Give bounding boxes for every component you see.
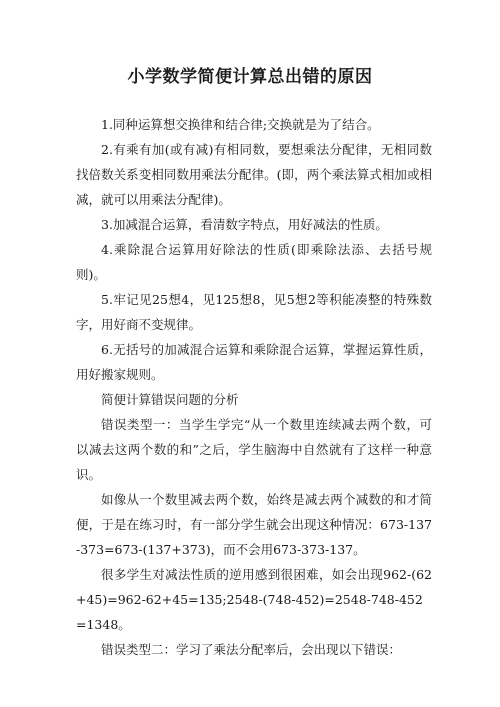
section-heading: 简便计算错误问题的分析 bbox=[101, 392, 239, 407]
paragraph-rule-1: 1.同种运算想交换律和结合律;交换就是为了结合。 bbox=[101, 117, 380, 132]
paragraph-rule-6: 6.无括号的加减混合运算和乘除混合运算，掌握运算性质，用好搬家规则。 bbox=[76, 342, 432, 382]
paragraph-error-type-1: 错误类型一：当学生学完“从一个数里连续减去两个数，可以减去这两个数的和”之后，学生脑海中自然就有了这样一种意识。 bbox=[76, 417, 432, 482]
paragraph-error-type-2: 错误类型二：学习了乘法分配率后，会出现以下错误： bbox=[101, 642, 402, 657]
paragraph-example-2: 很多学生对减法性质的逆用感到很困难，如会出现962-(62+45)=962-62+45=135;2548-(748-452)=2548-748-452=1348。 bbox=[76, 567, 432, 632]
paragraph-example-1: 如像从一个数里减去两个数，始终是减去两个减数的和才简便，于是在练习时，有一部分学生就会出现这种情况：673-137-373=673-(137+373)，而不会用673-373-137。 bbox=[76, 492, 432, 557]
paragraph-rule-2: 2.有乘有加(或有减)有相同数，要想乘法分配律，无相同数找倍数关系变相同数用乘法分配律。(即，两个乘法算式相加或相减，就可以用乘法分配律)。 bbox=[76, 142, 432, 207]
document-body bbox=[76, 112, 432, 662]
paragraph-rule-4: 4.乘除混合运算用好除法的性质(即乘除法添、去括号规则)。 bbox=[76, 242, 432, 282]
paragraph-rule-5: 5.牢记见25想4，见125想8，见5想2等积能凑整的特殊数字，用好商不变规律。 bbox=[76, 292, 432, 332]
paragraph-rule-3: 3.加减混合运算，看清数字特点，用好减法的性质。 bbox=[101, 217, 388, 232]
page-title: 小学数学简便计算总出错的原因 bbox=[127, 67, 373, 87]
